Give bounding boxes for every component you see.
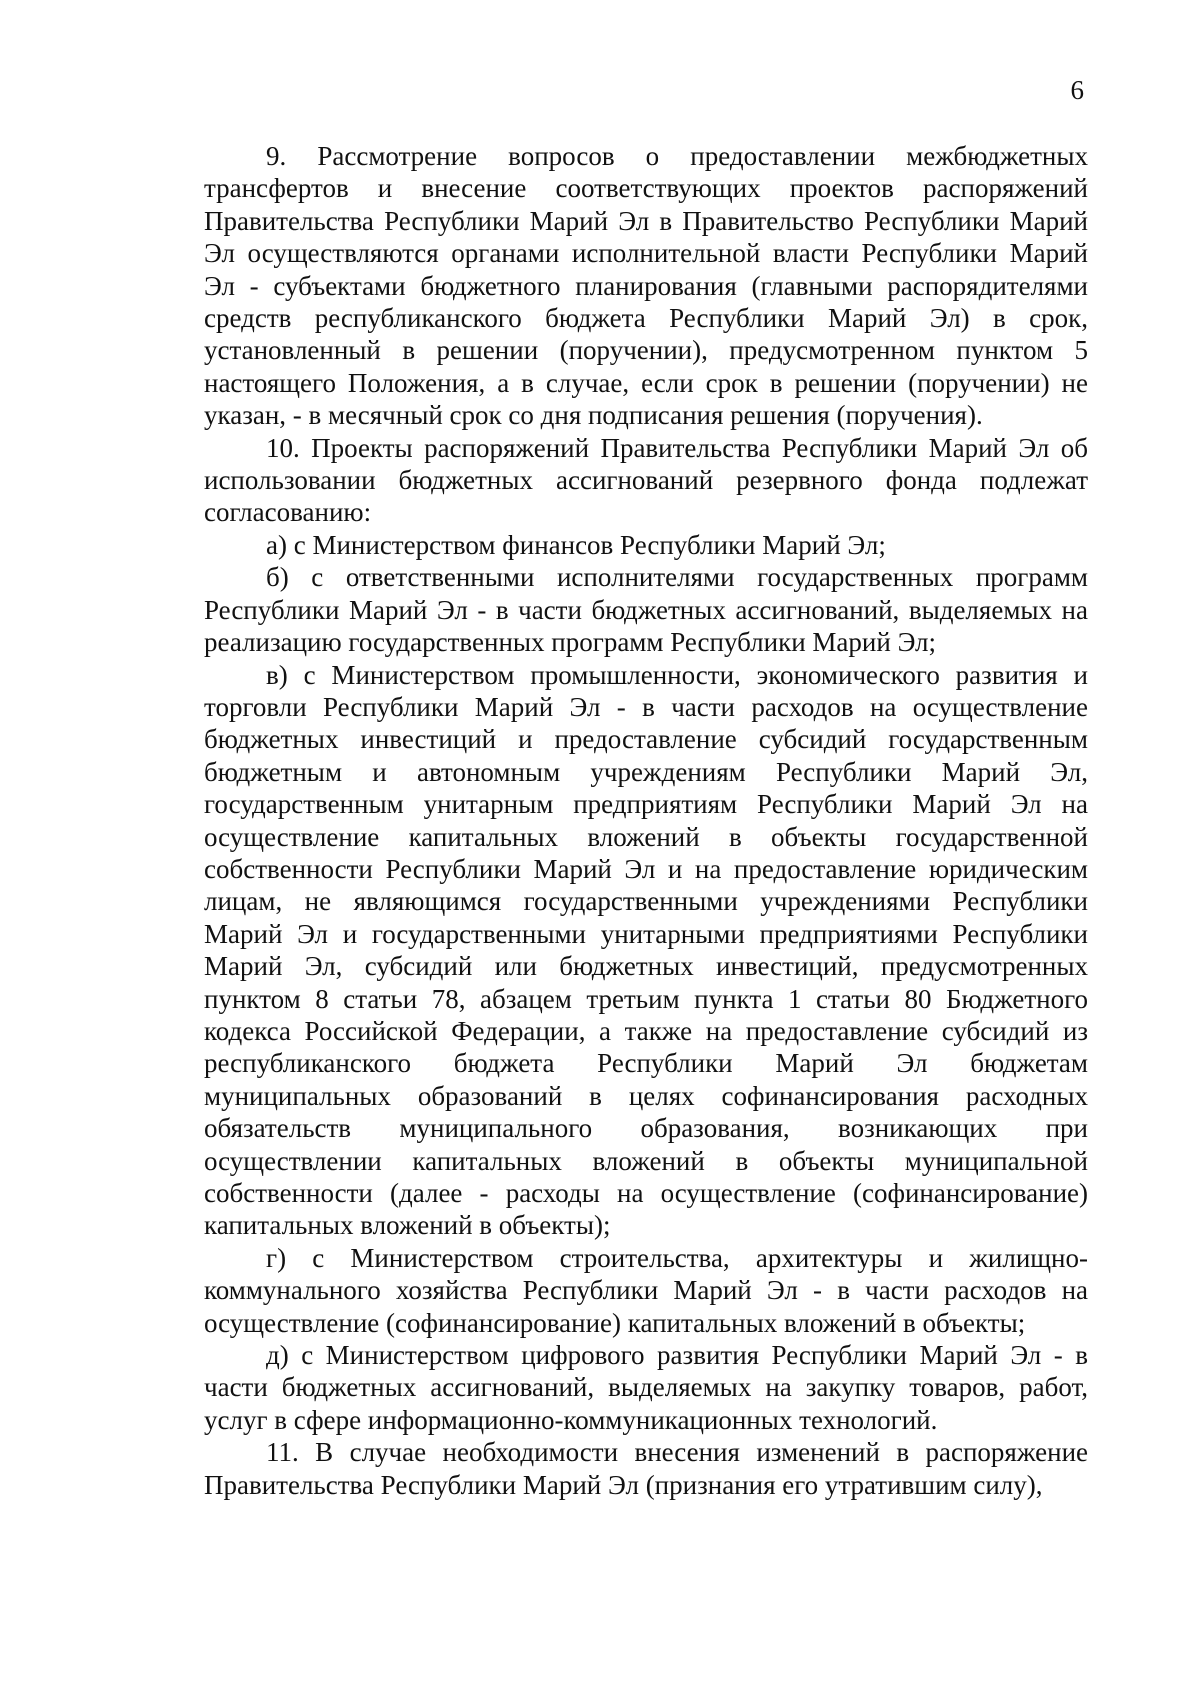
paragraph-9: 9. Рассмотрение вопросов о предоставлении межбюджетных трансфертов и внесение соответствующих проектов распоряжений Правительства Республики Марий Эл в Правительство Республики Марий Эл осуществляются органами исполнительной власти Республики Марий Эл - субъектами бюджетного планирования (главными распорядителями средств республиканского бюджета Республики Марий Эл) в срок, установленный в решении (поручении), предусмотренном пунктом 5 настоящего Положения, а в случае, если срок в решении (поручении) не указан, - в месячный срок со дня подписания решения (поручения). [204,141,1088,431]
item-b: б) с ответственными исполнителями государственных программ Республики Марий Эл - в части бюджетных ассигнований, выделяемых на реализацию государственных программ Республики Марий Эл; [204,562,1088,658]
page-number: 6 [1070,75,1084,105]
document-body [204,140,1088,1501]
item-v: в) с Министерством промышленности, экономического развития и торговли Республики Марий Эл - в части расходов на осуществление бюджетных инвестиций и предоставление субсидий государственным бюджетным и автономным учреждениям Республики Марий Эл, государственным унитарным предприятиям Республики Марий Эл на осуществление капитальных вложений в объекты государственной собственности Республики Марий Эл и на предоставление юридическим лицам, не являющимся государственными учреждениями Республики Марий Эл и государственными унитарными предприятиями Республики Марий Эл, субсидий или бюджетных инвестиций, предусмотренных пунктом 8 статьи 78, абзацем третьим пункта 1 статьи 80 Бюджетного кодекса Российской Федерации, а также на предоставление субсидий из республиканского бюджета Республики Марий Эл бюджетам муниципальных образований в целях софинансирования расходных обязательств муниципального образования, возникающих при осуществлении капитальных вложений в объекты муниципальной собственности (далее - расходы на осуществление (софинансирование) капитальных вложений в объекты); [204,659,1088,1241]
paragraph-11: 11. В случае необходимости внесения изменений в распоряжение Правительства Республики Марий Эл (признания его утратившим силу), [204,1437,1088,1500]
item-a: а) с Министерством финансов Республики Марий Эл; [266,529,886,560]
item-d: д) с Министерством цифрового развития Республики Марий Эл - в части бюджетных ассигнований, выделяемых на закупку товаров, работ, услуг в сфере информационно-коммуникационных технологий. [204,1340,1088,1435]
paragraph-10: 10. Проекты распоряжений Правительства Республики Марий Эл об использовании бюджетных ассигнований резервного фонда подлежат согласованию: [204,432,1088,528]
item-g: г) с Министерством строительства, архитектуры и жилищно-коммунального хозяйства Республики Марий Эл - в части расходов на осуществление (софинансирование) капитальных вложений в объекты; [204,1242,1088,1338]
